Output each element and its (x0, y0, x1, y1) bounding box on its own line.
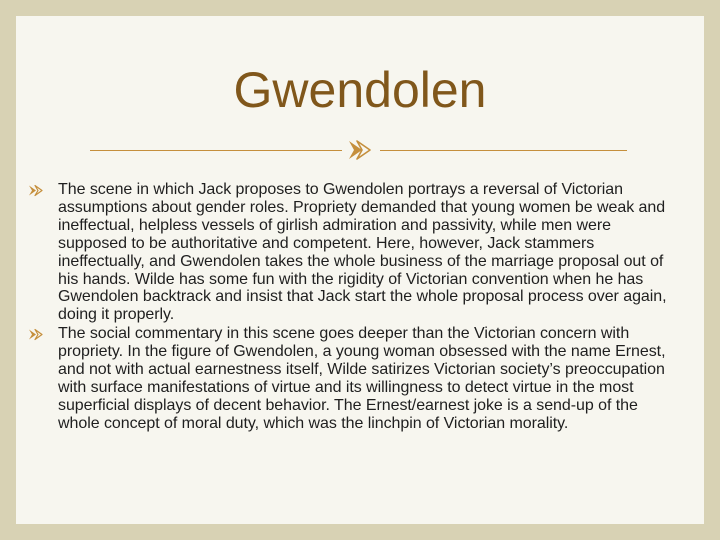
slide (16, 16, 704, 524)
bullet-list (28, 181, 672, 433)
slide-title: Gwendolen (233, 62, 487, 118)
bullet-item (28, 181, 672, 324)
bullet-item (28, 325, 672, 432)
divider-line-left (90, 150, 342, 151)
bullet-text: The scene in which Jack proposes to Gwendolen portrays a reversal of Victorian assumptions about gender roles. Propriety demanded that young women be weak and ineffectual, helpless vessels of girlish admiration and passivity, while men were supposed to be authoritative and competent. Here, however, Jack stammers ineffectually, and Gwendolen takes the whole business of the marriage proposal out of his hands. Wilde has some fun with the rigidity of Victorian convention when he has Gwendolen backtrack and insist that Jack start the whole proposal process over again, doing it properly. (58, 181, 667, 324)
divider-line-right (380, 150, 627, 151)
bullet-text: The social commentary in this scene goes deeper than the Victorian concern with propriety. In the figure of Gwendolen, a young woman obsessed with the name Ernest, and not with actual earnestness itself, Wilde satirizes Victorian society’s preoccupation with surface manifestations of virtue and its willingness to detect virtue in the most superficial displays of decent behavior. The Ernest/earnest joke is a send-up of the whole concept of moral duty, which was the linchpin of Victorian morality. (58, 325, 666, 432)
arrow-bullet-icon (28, 328, 46, 341)
ornament-icon (346, 138, 376, 162)
arrow-bullet-icon (28, 184, 46, 197)
